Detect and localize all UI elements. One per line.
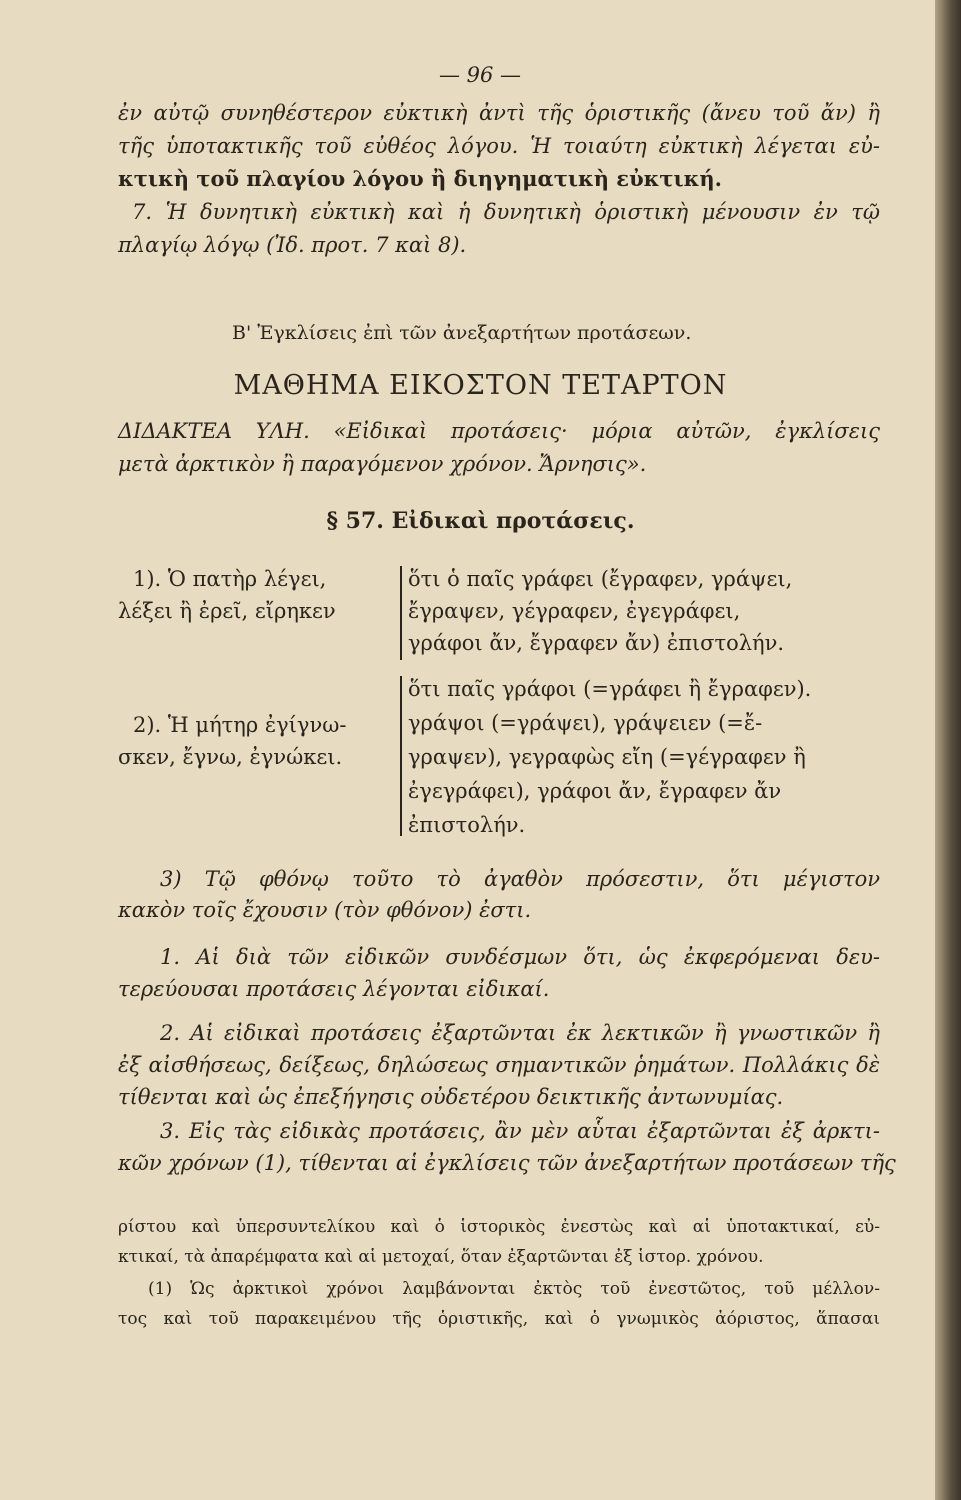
lesson-title: ΜΑΘΗΜΑ ΕΙΚΟΣΤΟΝ ΤΕΤΑΡΤΟΝ xyxy=(233,370,728,401)
example-right-text: ἐπιστολήν. xyxy=(408,813,526,837)
body-line: κακὸν τοῖς ἔχουσιν (τὸν φθόνον) ἐστι. xyxy=(118,898,532,922)
section-heading: § 57. Εἰδικαὶ προτάσεις. xyxy=(326,508,635,534)
example-left-text: 1). Ὁ πατὴρ λέγει, xyxy=(133,567,327,591)
text-line: ἐν αὐτῷ συνηθέστερον εὐκτικὴ ἀντὶ τῆς ὁριστικῆς (ἄνευ τοῦ ἄν) ἢ xyxy=(118,101,880,125)
footnote-line: τος καὶ τοῦ παρακειμένου τῆς ὁριστικῆς, καὶ ὁ γνωμικὸς ἀόριστος, ἅπασαι xyxy=(118,1309,880,1329)
example-right-text: ἔγραψεν, γέγραφεν, ἐγεγράφει, xyxy=(408,599,741,623)
rule-line: τίθενται καὶ ὡς ἐπεξήγησις οὐδετέρου δεικτικῆς ἀντωνυμίας. xyxy=(118,1085,784,1109)
rule-line: 2. Αἱ εἰδικαὶ προτάσεις ἐξαρτῶνται ἐκ λεκτικῶν ἢ γνωστικῶν ἢ xyxy=(160,1021,880,1045)
subsection-line: Β' Ἐγκλίσεις ἐπὶ τῶν ἀνεξαρτήτων προτάσεων. xyxy=(232,322,692,344)
example-right-text: γραψεν), γεγραφὼς εἴη (=γέγραφεν ἢ xyxy=(408,745,806,769)
example-brace xyxy=(400,566,402,660)
example-right-text: ἐγεγράφει), γράφοι ἄν, ἔγραφεν ἄν xyxy=(408,779,782,803)
book-binding-edge xyxy=(935,0,961,1500)
text-line: 7. Ἡ δυνητικὴ εὐκτικὴ καὶ ἡ δυνητικὴ ὁριστικὴ μένουσιν ἐν τῷ xyxy=(132,200,880,224)
footnote-line: κτικαί, τὰ ἀπαρέμφατα καὶ αἱ μετοχαί, ὅταν ἐξαρτῶνται ἐξ ἱστορ. χρόνου. xyxy=(118,1247,764,1267)
example-right-text: ὅτι παῖς γράφοι (=γράφει ἢ ἔγραφεν). xyxy=(408,677,812,701)
example-brace xyxy=(400,676,402,836)
footnote-line: (1) Ὡς ἀρκτικοὶ χρόνοι λαμβάνονται ἐκτὸς τοῦ ἐνεστῶτος, τοῦ μέλλον- xyxy=(148,1279,880,1299)
page-number: — 96 — xyxy=(438,63,522,87)
rule-line: τερεύουσαι προτάσεις λέγονται εἰδικαί. xyxy=(118,977,550,1001)
teaching-material-line: μετὰ ἀρκτικὸν ἢ παραγόμενον χρόνον. Ἄρνησις». xyxy=(118,452,647,476)
text-line: τῆς ὑποτακτικῆς τοῦ εὐθέος λόγου. Ἡ τοιαύτη εὐκτικὴ λέγεται εὐ- xyxy=(118,134,880,158)
text-line: κτικὴ τοῦ πλαγίου λόγου ἢ διηγηματικὴ εὐκτική. xyxy=(118,166,722,191)
example-right-text: γράφοι ἄν, ἔγραφεν ἄν) ἐπιστολήν. xyxy=(408,631,785,655)
teaching-material-line: ΔΙΔΑΚΤΕΑ ΥΛΗ. «Εἰδικαὶ προτάσεις· μόρια αὐτῶν, ἐγκλίσεις xyxy=(118,419,880,443)
example-left-text: λέξει ἢ ἐρεῖ, εἴρηκεν xyxy=(118,599,336,623)
rule-line: ἐξ αἰσθήσεως, δείξεως, δηλώσεως σημαντικῶν ῥημάτων. Πολλάκις δὲ xyxy=(118,1053,880,1077)
rule-line: κῶν χρόνων (1), τίθενται αἱ ἐγκλίσεις τῶν ἀνεξαρτήτων προτάσεων τῆς xyxy=(118,1151,896,1175)
text-line: πλαγίῳ λόγῳ (Ἰδ. προτ. 7 καὶ 8). xyxy=(118,233,467,257)
example-left-text: σκεν, ἔγνω, ἐγνώκει. xyxy=(118,745,343,769)
example-right-text: ὅτι ὁ παῖς γράφει (ἔγραφεν, γράψει, xyxy=(408,567,793,591)
rule-line: 3. Εἰς τὰς εἰδικὰς προτάσεις, ἂν μὲν αὗται ἐξαρτῶνται ἐξ ἀρκτι- xyxy=(160,1119,880,1143)
footnote-line: ρίστου καὶ ὑπερσυντελίκου καὶ ὁ ἱστορικὸς ἐνεστὼς καὶ αἱ ὑποτακτικαί, εὐ- xyxy=(118,1217,880,1237)
example-left-text: 2). Ἡ μήτηρ ἐγίγνω- xyxy=(133,713,347,737)
rule-line: 1. Αἱ διὰ τῶν εἰδικῶν συνδέσμων ὅτι, ὡς ἐκφερόμεναι δευ- xyxy=(160,945,880,969)
example-right-text: γράψοι (=γράψει), γράψειεν (=ἔ- xyxy=(408,711,763,735)
body-line: 3) Τῷ φθόνῳ τοῦτο τὸ ἀγαθὸν πρόσεστιν, ὅτι μέγιστον xyxy=(160,867,880,891)
